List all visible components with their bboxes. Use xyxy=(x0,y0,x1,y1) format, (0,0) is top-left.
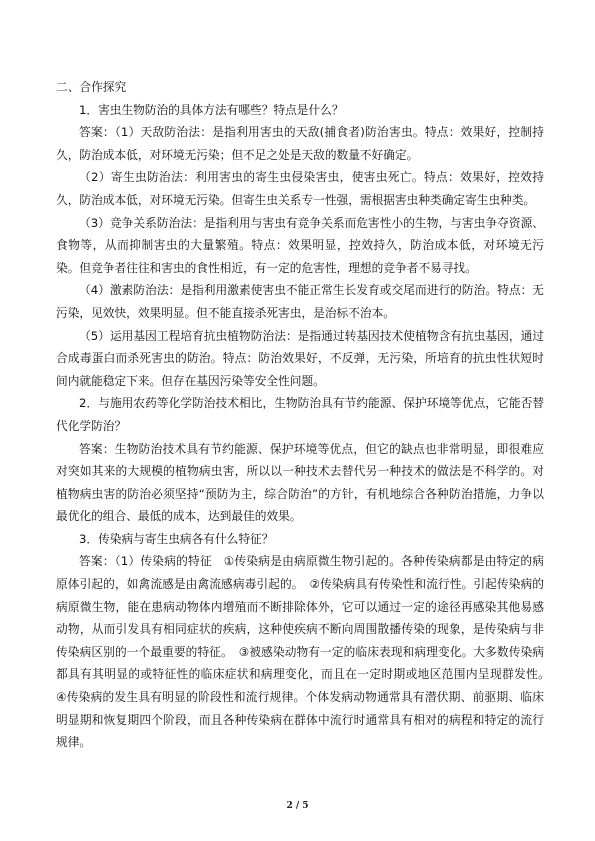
paragraph: 1．害虫生物防治的具体方法有哪些？特点是什么？ xyxy=(79,102,344,117)
paragraph: 答案：（1）传染病的特征 ①传染病是由病原微生物引起的。各种传染病都是由特定的病原体引起的，如禽流感是由禽流感病毒引起的。 ②传染病具有传染性和流行性。引起传染病的病原微生物，能在患病动物体内增殖而不断排除体外，它可以通过一定的途径再感染其他易感动物，从而引发具有相同症状的疾病，这种使疾病不断向周围散播传染的现象，是传染病与非传染病区别的一个最重要的特征。 ③被感染动物有一定的临床表现和病理变化。大多数传染病都具有其明显的或特征性的临床症状和病理变化，而且在一定时期或地区范围内呈现群发性。 ④传染病的发生具有明显的阶段性和流行规律。个体发病动物通常具有潜伏期、前驱期、临床明显期和恢复期四个阶段，而且各种传染病在群体中流行时通常具有相对的病程和特定的流行规律。 xyxy=(56,554,568,750)
paragraph: 2．与施用农药等化学防治技术相比，生物防治具有节约能源、保护环境等优点，它能否替代化学防治？ xyxy=(56,396,544,433)
page-number: 2 / 5 xyxy=(286,801,309,811)
paragraph: （4）激素防治法：是指利用激素使害虫不能正常生长发育或交尾而进行的防治。特点：无污染，见效快，效果明显。但不能直接杀死害虫，是治标不治本。 xyxy=(56,283,544,320)
document-body xyxy=(56,76,568,754)
paragraph: （3）竞争关系防治法：是指利用与害虫有竞争关系而危害性小的生物，与害虫争夺资源、食物等，从而抑制害虫的大量繁殖。特点：效果明显，控效持久，防治成本低，对环境无污染。但竞争者往往和害虫的食性相近，有一定的危害性，理想的竞争者不易寻找。 xyxy=(56,215,544,275)
paragraph: （5）运用基因工程培育抗虫植物防治法：是指通过转基因技术使植物含有抗虫基因，通过合成毒蛋白而杀死害虫的防治。特点：防治效果好，不反弹，无污染，所培育的抗虫性状短时间内就能稳定下来。但存在基因污染等安全性问题。 xyxy=(56,328,544,388)
section-heading: 二、合作探究 xyxy=(56,80,127,94)
paragraph: 答案：生物防治技术具有节约能源、保护环境等优点，但它的缺点也非常明显，即很难应对突如其来的大规模的植物病虫害，所以以一种技术去替代另一种技术的做法是不科学的。对植物病虫害的防治必须坚持“预防为主，综合防治”的方针，有机地综合各种防治措施，力争以最优化的组合、最低的成本，达到最佳的效果。 xyxy=(56,441,544,524)
paragraph: 答案：（1）天敌防治法：是指利用害虫的天敌(捕食者)防治害虫。特点：效果好，控制持久，防治成本低，对环境无污染；但不足之处是天敌的数量不好确定。 xyxy=(56,125,544,162)
paragraph: （2）寄生虫防治法：利用害虫的寄生虫侵染害虫，使害虫死亡。特点：效果好，控效持久，防治成本低，对环境无污染。但寄生虫关系专一性强，需根据害虫种类确定寄生虫种类。 xyxy=(56,170,544,207)
paragraph: 3．传染病与寄生虫病各有什么特征？ xyxy=(79,531,274,546)
